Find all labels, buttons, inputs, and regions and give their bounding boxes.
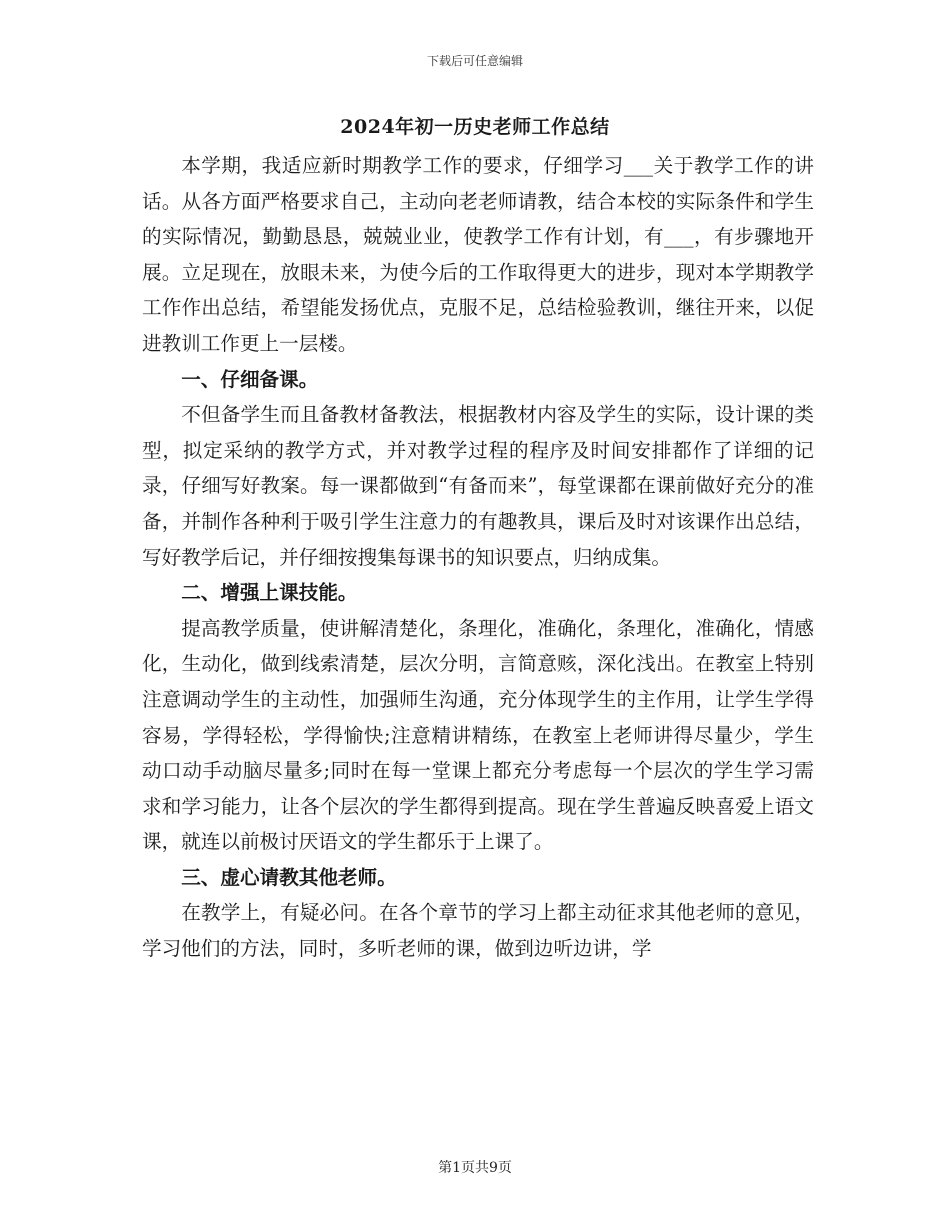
section-heading-3: 三、虚心请教其他老师。 [181,865,397,889]
section-paragraph-2: 提高教学质量，使讲解清楚化，条理化，准确化，条理化，准确化，情感化，生动化，做到线索清楚，层次分明，言简意赅，深化浅出。在教室上特别注意调动学生的主动性，加强师生沟通，充分体现学生的主作用，让学生学得容易，学得轻松，学得愉快;注意精讲精练，在教室上老师讲得尽量少，学生动口动手动脑尽量多;同时在每一堂课上都充分考虑每一个层次的学生学习需求和学习能力，让各个层次的学生都得到提高。现在学生普遍反映喜爱上语文课，就连以前极讨厌语文的学生都乐于上课了。 [142,616,814,854]
document-body [142,148,814,967]
page-number-footer: 第1页共9页 [438,1160,512,1176]
section-heading-1: 一、仔细备课。 [181,367,319,391]
document-title: 2024年初一历史老师工作总结 [340,116,610,138]
header-note: 下载后可任意编辑 [426,54,523,68]
intro-paragraph: 本学期，我适应新时期教学工作的要求，仔细学习___关于教学工作的讲话。从各方面严格要求自己，主动向老老师请教，结合本校的实际条件和学生的实际情况，勤勤恳恳，兢兢业业，使教学工作有计划，有___，有步骤地开展。立足现在，放眼未来，为使今后的工作取得更大的进步，现对本学期教学工作作出总结，希望能发扬优点，克服不足，总结检验教训，继往开来，以促进教训工作更上一层楼。 [142,154,814,355]
section-paragraph-3: 在教学上，有疑必问。在各个章节的学习上都主动征求其他老师的意见，学习他们的方法，同时，多听老师的课，做到边听边讲，学 [142,901,814,961]
section-heading-2: 二、增强上课技能。 [181,581,358,605]
section-paragraph-1: 不但备学生而且备教材备教法，根据教材内容及学生的实际，设计课的类型，拟定采纳的教学方式，并对教学过程的程序及时间安排都作了详细的记录，仔细写好教案。每一课都做到“有备而来”，每堂课都在课前做好充分的准备，并制作各种利于吸引学生注意力的有趣教具，课后及时对该课作出总结，写好教学后记，并仔细按搜集每课书的知识要点，归纳成集。 [142,403,814,569]
